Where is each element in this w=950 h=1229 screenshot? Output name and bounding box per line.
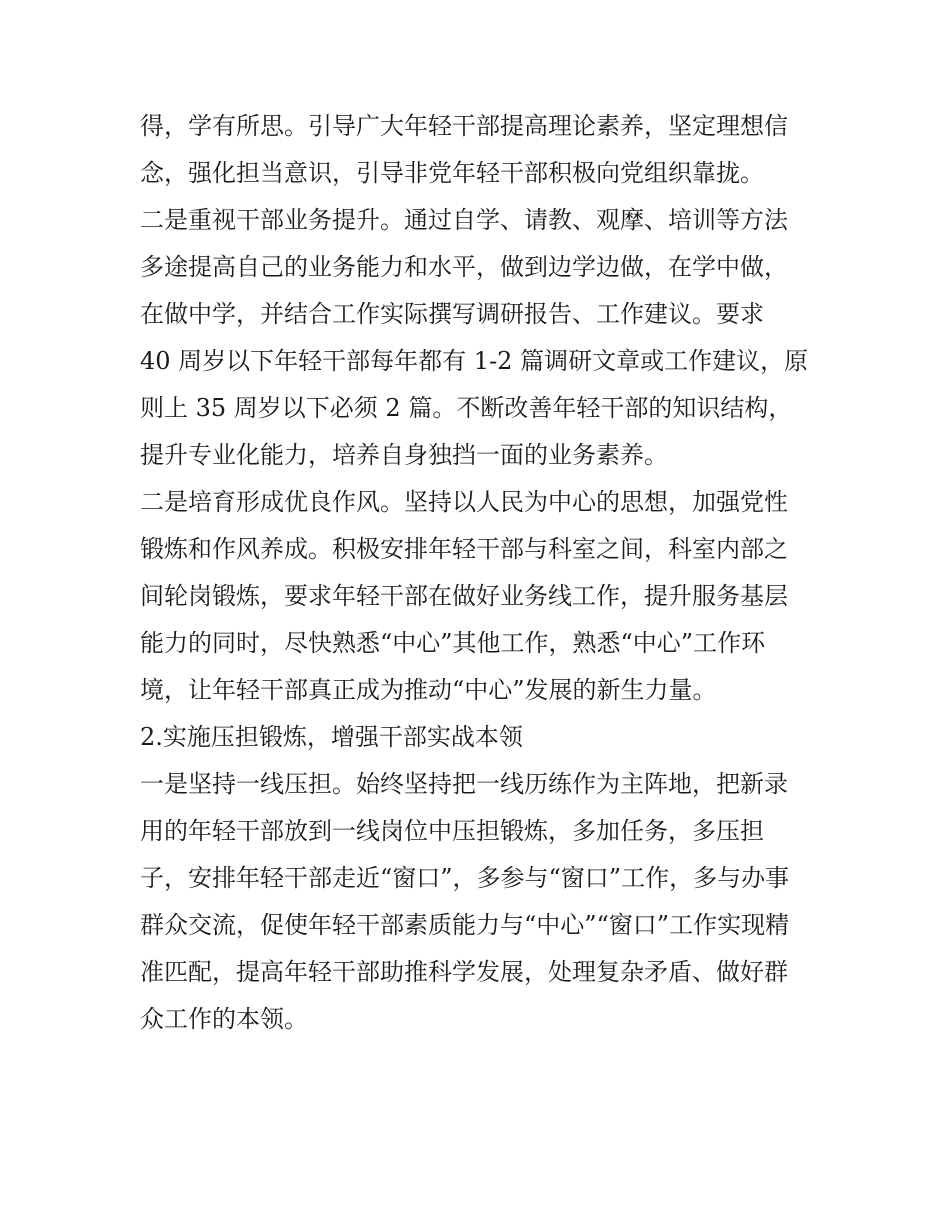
text-line: 二是重视干部业务提升。通过自学、请教、观摩、培训等方法 bbox=[140, 206, 788, 234]
text-line: 在做中学，并结合工作实际撰写调研报告、工作建议。要求 bbox=[140, 300, 764, 328]
text-line: 众工作的本领。 bbox=[140, 1005, 308, 1033]
text-line: 能力的同时，尽快熟悉“中心”其他工作，熟悉“中心”工作环 bbox=[140, 629, 766, 657]
text-line: 间轮岗锻炼，要求年轻干部在做好业务线工作，提升服务基层 bbox=[140, 582, 788, 610]
text-line: 则上 35 周岁以下必须 2 篇。不断改善年轻干部的知识结构， bbox=[140, 394, 793, 422]
text-line: 得，学有所思。引导广大年轻干部提高理论素养，坚定理想信 bbox=[140, 112, 788, 140]
text-line: 二是培育形成优良作风。坚持以人民为中心的思想，加强党性 bbox=[140, 488, 788, 516]
text-line: 念，强化担当意识，引导非党年轻干部积极向党组织靠拢。 bbox=[140, 159, 764, 187]
text-line: 子，安排年轻干部走近“窗口”，多参与“窗口”工作，多与办事 bbox=[140, 864, 790, 892]
text-line: 群众交流，促使年轻干部素质能力与“中心”“窗口”工作实现精 bbox=[140, 911, 790, 939]
text-line: 多途提高自己的业务能力和水平，做到边学边做，在学中做， bbox=[140, 253, 788, 281]
text-line: 用的年轻干部放到一线岗位中压担锻炼，多加任务，多压担 bbox=[140, 817, 764, 845]
text-line: 准匹配，提高年轻干部助推科学发展，处理复杂矛盾、做好群 bbox=[140, 958, 788, 986]
document-body bbox=[140, 103, 815, 1043]
text-line: 一是坚持一线压担。始终坚持把一线历练作为主阵地，把新录 bbox=[140, 770, 788, 798]
text-line: 境，让年轻干部真正成为推动“中心”发展的新生力量。 bbox=[140, 676, 717, 704]
text-line: 提升专业化能力，培养自身独挡一面的业务素养。 bbox=[140, 441, 668, 469]
section-heading: 2.实施压担锻炼，增强干部实战本领 bbox=[140, 723, 523, 751]
text-line: 40 周岁以下年轻干部每年都有 1-2 篇调研文章或工作建议，原 bbox=[140, 347, 809, 375]
text-line: 锻炼和作风养成。积极安排年轻干部与科室之间，科室内部之 bbox=[140, 535, 788, 563]
